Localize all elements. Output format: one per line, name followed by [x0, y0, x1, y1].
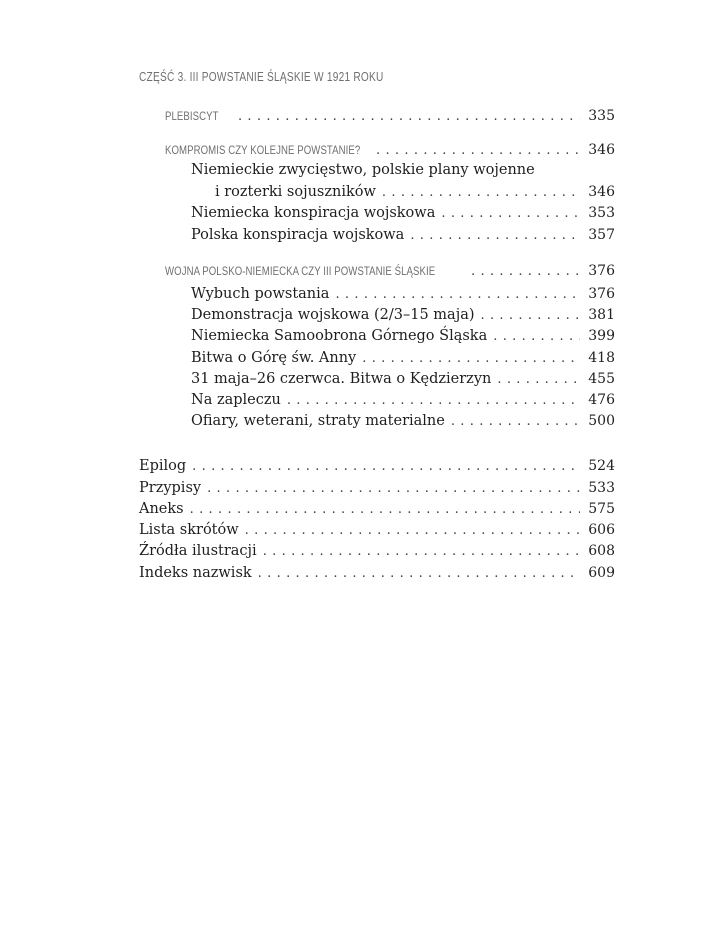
toc-backmatter-epilog[interactable]: [139, 457, 615, 476]
toc-section-plebiscyt[interactable]: [165, 107, 615, 126]
toc-backmatter-aneks[interactable]: [139, 500, 615, 519]
leader-dots: [471, 263, 580, 281]
toc-entry[interactable]: [191, 285, 615, 304]
toc-entry[interactable]: [191, 349, 615, 368]
toc-page-number: 346: [588, 142, 615, 158]
toc-page-number: 399: [588, 328, 615, 344]
toc-page-number: 346: [588, 184, 615, 200]
leader-dots: [245, 522, 581, 540]
toc-entry-title: Polska konspiracja wojskowa: [191, 227, 405, 243]
toc-section-wojna[interactable]: [165, 262, 615, 281]
toc-entry[interactable]: [191, 391, 615, 410]
leader-dots: [263, 543, 581, 561]
toc-entry[interactable]: [191, 370, 615, 389]
toc-page-number: 381: [588, 307, 615, 323]
toc-page-number: 357: [588, 227, 615, 243]
toc-entry[interactable]: [191, 226, 615, 245]
leader-dots: [238, 108, 580, 126]
toc-entry-title: Bitwa o Górę św. Anny: [191, 350, 357, 366]
toc-entry[interactable]: [191, 306, 615, 325]
toc-entry-title: Aneks: [139, 501, 184, 517]
toc-page-number: 376: [588, 263, 615, 279]
leader-dots: [335, 286, 580, 304]
toc-entry[interactable]: [215, 183, 615, 202]
toc-entry-title: Niemiecka konspiracja wojskowa: [191, 205, 436, 221]
toc-entry[interactable]: [191, 204, 615, 223]
toc-backmatter-zrodla-ilustracji[interactable]: [139, 542, 615, 561]
leader-dots: [192, 458, 580, 476]
toc-page-number: 418: [588, 350, 615, 366]
toc-entry-title: Niemiecka Samoobrona Górnego Śląska: [191, 328, 488, 344]
leader-dots: [441, 205, 580, 223]
toc-entry-title: Przypisy: [139, 480, 202, 496]
toc-page-number: 335: [588, 108, 615, 124]
leader-dots: [481, 307, 581, 325]
leader-dots: [207, 480, 580, 498]
toc-backmatter-przypisy[interactable]: [139, 479, 615, 498]
toc-backmatter-lista-skrotow[interactable]: [139, 521, 615, 540]
leader-dots: [497, 371, 580, 389]
toc-section-title: PLEBISCYT: [165, 109, 219, 123]
toc-page-number: 524: [588, 458, 615, 474]
toc-entry-title: 31 maja–26 czerwca. Bitwa o Kędzierzyn: [191, 371, 492, 387]
toc-page-number: 476: [588, 392, 615, 408]
toc-entry-title: i rozterki sojuszników: [215, 184, 376, 200]
toc-entry-title: Epilog: [139, 458, 187, 474]
toc-entry-title: Wybuch powstania: [191, 286, 330, 302]
part-title: CZĘŚĆ 3. III POWSTANIE ŚLĄSKIE W 1921 ROKU: [139, 69, 384, 84]
toc-entry-title: Demonstracja wojskowa (2/3–15 maja): [191, 307, 475, 323]
leader-dots: [190, 501, 581, 519]
leader-dots: [362, 350, 580, 368]
toc-backmatter-indeks-nazwisk[interactable]: [139, 564, 615, 583]
toc-section-title: WOJNA POLSKO-NIEMIECKA CZY III POWSTANIE ŚLĄSKIE: [165, 264, 436, 278]
toc-entry-title: Źródła ilustracji: [139, 543, 257, 559]
toc-section-title: KOMPROMIS CZY KOLEJNE POWSTANIE?: [165, 143, 361, 157]
toc-page-number: 609: [588, 565, 615, 581]
toc-entry[interactable]: [191, 327, 615, 346]
leader-dots: [410, 227, 580, 245]
toc-page-number: 500: [588, 413, 615, 429]
toc-section-kompromis[interactable]: [165, 141, 615, 160]
toc-entry-title: Indeks nazwisk: [139, 565, 252, 581]
leader-dots: [382, 184, 580, 202]
toc-entry-title: Ofiary, weterani, straty materialne: [191, 413, 445, 429]
toc-page-number: 353: [588, 205, 615, 221]
toc-page-number: 606: [588, 522, 615, 538]
toc-page-number: 575: [588, 501, 615, 517]
toc-entry-title: Na zapleczu: [191, 392, 281, 408]
toc-entry-line[interactable]: Niemieckie zwycięstwo, polskie plany wojenne: [191, 162, 535, 178]
toc-page-number: 608: [588, 543, 615, 559]
toc-page-number: 533: [588, 480, 615, 496]
toc-page-number: 455: [588, 371, 615, 387]
leader-dots: [451, 413, 580, 431]
leader-dots: [376, 142, 580, 160]
toc-entry[interactable]: [191, 412, 615, 431]
leader-dots: [493, 328, 580, 346]
toc-page-number: 376: [588, 286, 615, 302]
leader-dots: [287, 392, 580, 410]
toc-entry-title: Lista skrótów: [139, 522, 239, 538]
leader-dots: [258, 565, 581, 583]
